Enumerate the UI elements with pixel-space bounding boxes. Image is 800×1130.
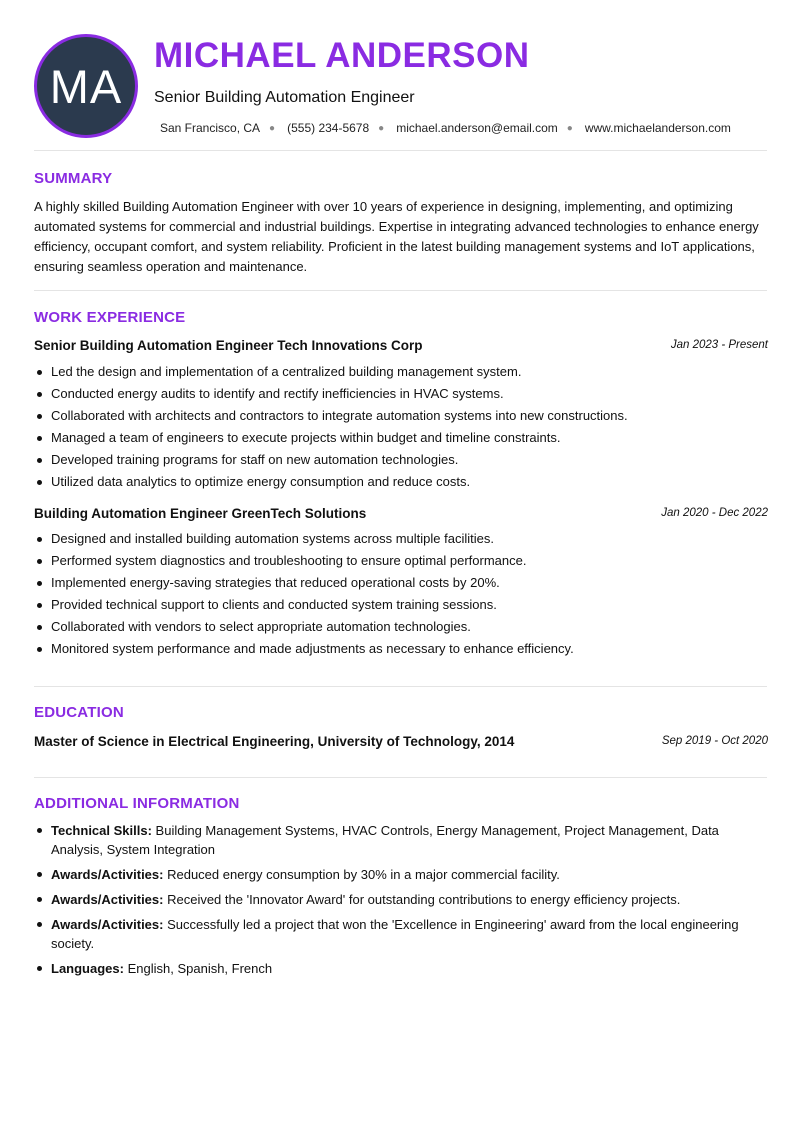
additional-info-heading: ADDITIONAL INFORMATION <box>34 795 240 812</box>
divider <box>34 290 767 291</box>
job-header <box>34 506 768 524</box>
list-item: Collaborated with architects and contractors to integrate automation systems into new constructions. <box>34 405 768 427</box>
list-item <box>34 915 768 953</box>
summary-text: A highly skilled Building Automation Engineer with over 10 years of experience in designing, implementing, and optimizing automated systems for commercial and industrial buildings. Expertise in integrating advanced technologies to enhance energy efficiency, occupant comfort, and system reliability. Proficient in the latest building management systems and IoT applications, ensuring seamless operation and maintenance. <box>34 199 759 274</box>
divider <box>34 686 767 687</box>
divider <box>34 777 767 778</box>
item-label: Awards/Activities: <box>51 917 164 932</box>
item-label: Awards/Activities: <box>51 867 164 882</box>
contact-bar <box>160 121 731 135</box>
list-item: Designed and installed building automation systems across multiple facilities. <box>34 528 768 550</box>
candidate-name: MICHAEL ANDERSON <box>154 36 530 75</box>
job-bullet-list <box>34 528 768 660</box>
contact-phone[interactable]: (555) 234-5678 <box>287 121 370 135</box>
additional-info-list <box>34 821 768 984</box>
avatar <box>34 34 138 138</box>
contact-location: San Francisco, CA <box>160 121 261 135</box>
job-header <box>34 338 768 356</box>
list-item <box>34 890 768 909</box>
list-item: Conducted energy audits to identify and rectify inefficiencies in HVAC systems. <box>34 383 768 405</box>
item-label: Technical Skills: <box>51 823 152 838</box>
separator-dot: ● <box>269 122 276 134</box>
separator-dot: ● <box>378 122 385 134</box>
job-title: Senior Building Automation Engineer Tech Innovations Corp <box>34 338 423 353</box>
job-title: Building Automation Engineer GreenTech Solutions <box>34 506 367 521</box>
candidate-role: Senior Building Automation Engineer <box>154 89 415 106</box>
list-item: Utilized data analytics to optimize energy consumption and reduce costs. <box>34 471 768 493</box>
item-label: Awards/Activities: <box>51 892 164 907</box>
item-text: English, Spanish, French <box>127 961 273 976</box>
degree: Master of Science in Electrical Engineering, University of Technology, 2014 <box>34 734 515 749</box>
list-item: Developed training programs for staff on new automation technologies. <box>34 449 768 471</box>
list-item: Led the design and implementation of a centralized building management system. <box>34 361 768 383</box>
job-dates: Jan 2020 - Dec 2022 <box>661 507 768 519</box>
avatar-initials: MA <box>49 59 123 113</box>
education-entry <box>34 734 768 752</box>
summary-heading: SUMMARY <box>34 170 113 187</box>
list-item: Collaborated with vendors to select appropriate automation technologies. <box>34 616 768 638</box>
list-item: Managed a team of engineers to execute projects within budget and timeline constraints. <box>34 427 768 449</box>
job-dates: Jan 2023 - Present <box>670 339 768 351</box>
item-label: Languages: <box>51 961 124 976</box>
item-text: Successfully led a project that won the 'Excellence in Engineering' award from the local engineering society. <box>51 917 739 951</box>
separator-dot: ● <box>566 122 573 134</box>
item-text: Received the 'Innovator Award' for outstanding contributions to energy efficiency projects. <box>167 892 681 907</box>
job-bullet-list <box>34 361 768 493</box>
item-text: Building Management Systems, HVAC Controls, Energy Management, Project Management, Data Analysis, System Integration <box>51 823 719 857</box>
list-item <box>34 821 768 859</box>
list-item: Implemented energy-saving strategies that reduced operational costs by 20%. <box>34 572 768 594</box>
education-heading: EDUCATION <box>34 704 124 721</box>
list-item <box>34 959 768 978</box>
contact-website[interactable]: www.michaelanderson.com <box>584 121 731 135</box>
item-text: Reduced energy consumption by 30% in a major commercial facility. <box>167 867 560 882</box>
list-item: Provided technical support to clients and conducted system training sessions. <box>34 594 768 616</box>
list-item: Performed system diagnostics and troubleshooting to ensure optimal performance. <box>34 550 768 572</box>
contact-email[interactable]: michael.anderson@email.com <box>396 121 558 135</box>
list-item: Monitored system performance and made adjustments as necessary to enhance efficiency. <box>34 638 768 660</box>
list-item <box>34 865 768 884</box>
divider <box>34 150 767 151</box>
work-experience-heading: WORK EXPERIENCE <box>34 309 186 326</box>
education-dates: Sep 2019 - Oct 2020 <box>661 735 768 747</box>
